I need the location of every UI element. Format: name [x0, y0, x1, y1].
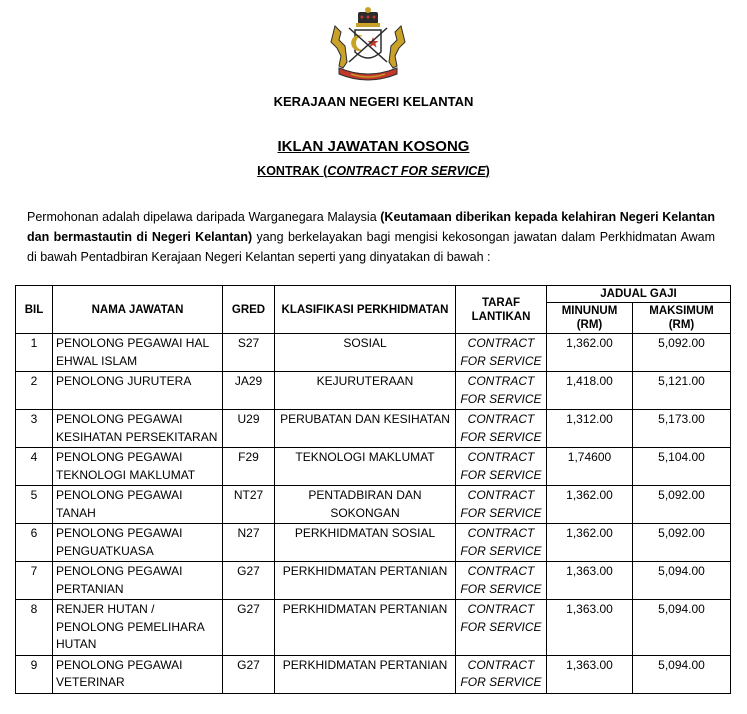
header-nama-jawatan: NAMA JAWATAN [53, 286, 223, 334]
left-supporter-icon [331, 26, 347, 68]
row-gred: U29 [223, 410, 275, 448]
header-minimum: MINUNUM (RM) [547, 303, 633, 334]
header-jadual-gaji: JADUAL GAJI [547, 286, 731, 303]
intro-part-1: Permohonan adalah dipelawa daripada Warganegara Malaysia [27, 210, 381, 224]
subtitle-prefix: KONTRAK ( [257, 164, 328, 178]
row-max-salary: 5,104.00 [633, 448, 731, 486]
row-bil: 9 [16, 655, 53, 693]
row-bil: 2 [16, 372, 53, 410]
row-gred: S27 [223, 334, 275, 372]
row-klasifikasi: TEKNOLOGI MAKLUMAT [275, 448, 456, 486]
row-klasifikasi: PERUBATAN DAN KESIHATAN [275, 410, 456, 448]
row-nama-jawatan: PENOLONG PEGAWAI PENGUATKUASA [53, 524, 223, 562]
row-min-salary: 1,362.00 [547, 334, 633, 372]
header-taraf-lantikan: TARAF LANTIKAN [456, 286, 547, 334]
row-gred: JA29 [223, 372, 275, 410]
row-bil: 6 [16, 524, 53, 562]
table-row [16, 486, 731, 524]
row-nama-jawatan: PENOLONG PEGAWAI TEKNOLOGI MAKLUMAT [53, 448, 223, 486]
row-gred: G27 [223, 562, 275, 600]
row-nama-jawatan: PENOLONG PEGAWAI PERTANIAN [53, 562, 223, 600]
header-bil: BIL [16, 286, 53, 334]
table-row [16, 448, 731, 486]
table-row [16, 410, 731, 448]
subtitle-suffix: ) [485, 164, 490, 178]
vacancy-table [15, 285, 731, 694]
row-nama-jawatan: RENJER HUTAN / PENOLONG PEMELIHARA HUTAN [53, 600, 223, 656]
subtitle-italic: CONTRACT FOR SERVICE [327, 164, 486, 178]
row-bil: 3 [16, 410, 53, 448]
row-taraf: CONTRACT FOR SERVICE [456, 448, 547, 486]
table-header-row [16, 286, 731, 303]
intro-part-2: yang berkelayakan bagi mengisi kekosongan jawatan dalam Perkhidmatan Awam di bawah Pentadbiran Kerajaan Negeri Kelantan seperti yang dinyatakan di bawah : [27, 230, 715, 264]
row-max-salary: 5,092.00 [633, 334, 731, 372]
row-gred: N27 [223, 524, 275, 562]
row-max-salary: 5,121.00 [633, 372, 731, 410]
row-gred: NT27 [223, 486, 275, 524]
row-taraf: CONTRACT FOR SERVICE [456, 334, 547, 372]
row-min-salary: 1,363.00 [547, 600, 633, 656]
row-nama-jawatan: PENOLONG PEGAWAI TANAH [53, 486, 223, 524]
right-supporter-icon [389, 26, 405, 68]
row-klasifikasi: PERKHIDMATAN PERTANIAN [275, 562, 456, 600]
row-bil: 5 [16, 486, 53, 524]
row-taraf: CONTRACT FOR SERVICE [456, 410, 547, 448]
row-taraf: CONTRACT FOR SERVICE [456, 562, 547, 600]
row-max-salary: 5,092.00 [633, 486, 731, 524]
row-klasifikasi: PERKHIDMATAN PERTANIAN [275, 600, 456, 656]
row-max-salary: 5,173.00 [633, 410, 731, 448]
row-max-salary: 5,094.00 [633, 655, 731, 693]
intro-bold-note: (Keutamaan diberikan kepada kelahiran Negeri Kelantan dan bermastautin di Negeri Kelantan) [27, 210, 715, 244]
row-min-salary: 1,363.00 [547, 562, 633, 600]
crown-icon [356, 7, 380, 27]
government-title: KERAJAAN NEGERI KELANTAN [273, 94, 474, 109]
row-min-salary: 1,312.00 [547, 410, 633, 448]
row-klasifikasi: SOSIAL [275, 334, 456, 372]
row-bil: 4 [16, 448, 53, 486]
table-row [16, 334, 731, 372]
row-taraf: CONTRACT FOR SERVICE [456, 372, 547, 410]
row-min-salary: 1,362.00 [547, 486, 633, 524]
row-taraf: CONTRACT FOR SERVICE [456, 655, 547, 693]
table-row [16, 600, 731, 656]
row-nama-jawatan: PENOLONG JURUTERA [53, 372, 223, 410]
row-max-salary: 5,094.00 [633, 562, 731, 600]
row-gred: G27 [223, 600, 275, 656]
row-bil: 1 [16, 334, 53, 372]
advertisement-title: IKLAN JAWATAN KOSONG [277, 138, 470, 155]
state-crest-image [325, 6, 411, 84]
row-max-salary: 5,094.00 [633, 600, 731, 656]
header-maksimum: MAKSIMUM (RM) [633, 303, 731, 334]
row-klasifikasi: PENTADBIRAN DAN SOKONGAN [275, 486, 456, 524]
row-bil: 7 [16, 562, 53, 600]
row-min-salary: 1,362.00 [547, 524, 633, 562]
row-klasifikasi: KEJURUTERAAN [275, 372, 456, 410]
row-taraf: CONTRACT FOR SERVICE [456, 486, 547, 524]
intro-paragraph [27, 207, 715, 267]
row-min-salary: 1,74600 [547, 448, 633, 486]
row-min-salary: 1,418.00 [547, 372, 633, 410]
row-bil: 8 [16, 600, 53, 656]
table-row [16, 524, 731, 562]
header-gred: GRED [223, 286, 275, 334]
row-gred: G27 [223, 655, 275, 693]
table-row [16, 372, 731, 410]
row-taraf: CONTRACT FOR SERVICE [456, 524, 547, 562]
row-klasifikasi: PERKHIDMATAN SOSIAL [275, 524, 456, 562]
row-nama-jawatan: PENOLONG PEGAWAI KESIHATAN PERSEKITARAN [53, 410, 223, 448]
row-taraf: CONTRACT FOR SERVICE [456, 600, 547, 656]
row-nama-jawatan: PENOLONG PEGAWAI VETERINAR [53, 655, 223, 693]
advertisement-subtitle [0, 164, 747, 178]
row-min-salary: 1,363.00 [547, 655, 633, 693]
table-row [16, 562, 731, 600]
row-klasifikasi: PERKHIDMATAN PERTANIAN [275, 655, 456, 693]
row-gred: F29 [223, 448, 275, 486]
table-row [16, 655, 731, 693]
row-nama-jawatan: PENOLONG PEGAWAI HAL EHWAL ISLAM [53, 334, 223, 372]
motto-ribbon-icon [339, 68, 397, 80]
header-klasifikasi: KLASIFIKASI PERKHIDMATAN [275, 286, 456, 334]
row-max-salary: 5,092.00 [633, 524, 731, 562]
